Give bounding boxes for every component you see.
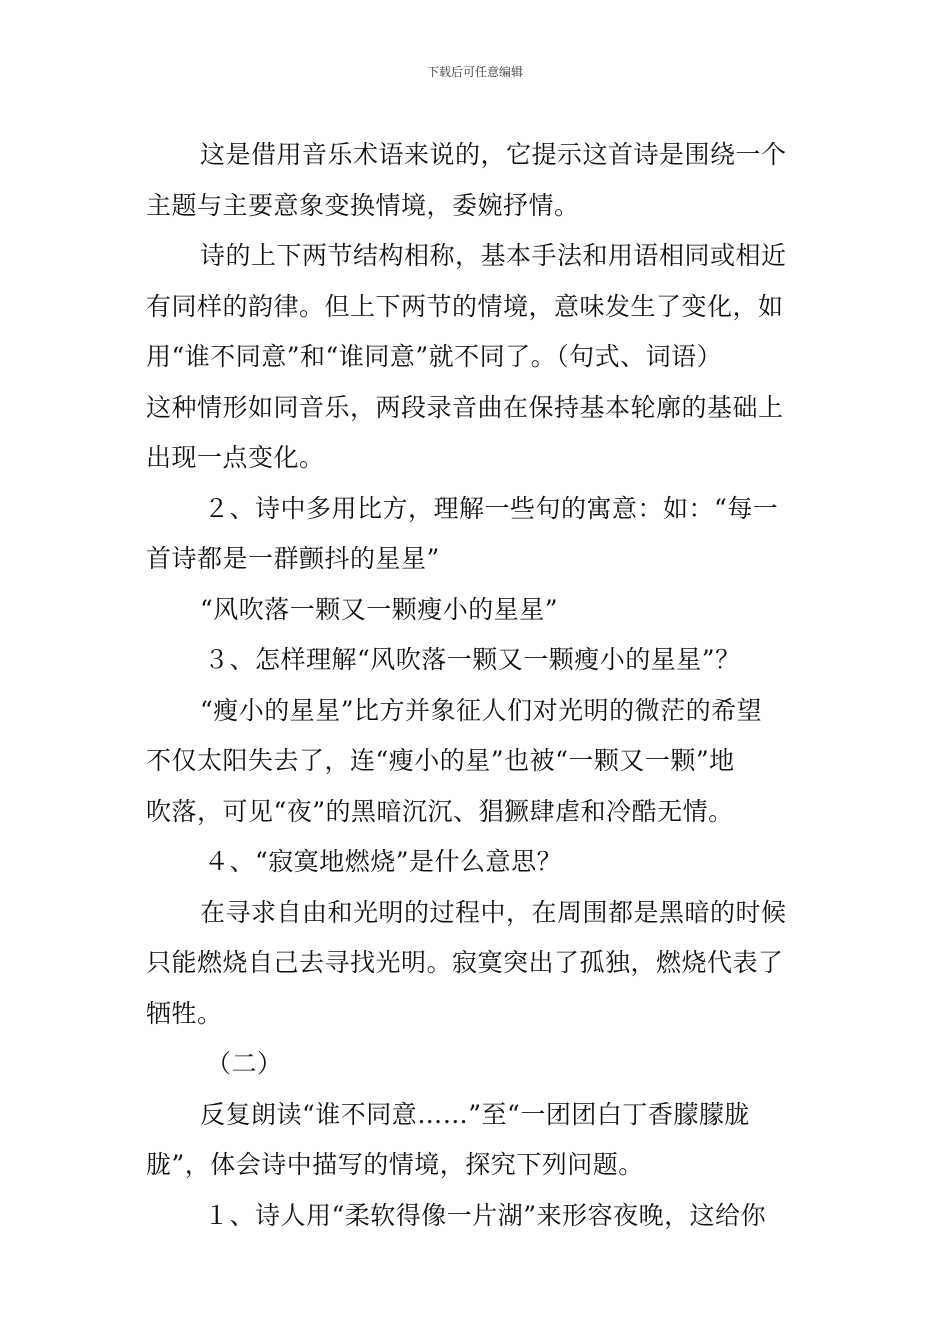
quote-line: “风吹落一颗又一颗瘦小的星星” (200, 594, 559, 624)
paragraph-line: “瘦小的星星”比方并象征人们对光明的微茫的希望 (200, 695, 763, 725)
question-line: ３、怎样理解“风吹落一颗又一颗瘦小的星星”？ (204, 645, 741, 674)
paragraph-line: 在寻求自由和光明的过程中，在周围都是黑暗的时候 (200, 897, 787, 927)
paragraph-line: 首诗都是一群颤抖的星星” (146, 544, 440, 573)
paragraph-line: 用“谁不同意”和“谁同意”就不同了。（句式、词语） (146, 342, 723, 371)
paragraph-line: 反复朗读“谁不同意……”至“一团团白丁香朦朦胧 (200, 1099, 750, 1129)
question-line: ４、“寂寞地燃烧”是什么意思？ (204, 847, 563, 876)
paragraph-line: 胧”，体会诗中描写的情境，探究下列问题。 (146, 1150, 644, 1179)
paragraph-line: 牺牲。 (146, 998, 223, 1028)
question-line: ２、诗中多用比方，理解一些句的寓意：如：“每一 (204, 493, 779, 523)
paragraph-line: 这是借用音乐术语来说的，它提示这首诗是围绕一个 (200, 140, 787, 169)
paragraph-line: 有同样的韵律。但上下两节的情境，意味发生了变化，如 (146, 291, 784, 321)
paragraph-line: 只能燃烧自己去寻找光明。寂寞突出了孤独，燃烧代表了 (146, 948, 784, 977)
paragraph-line: 主题与主要意象变换情境，委婉抒情。 (146, 190, 580, 220)
paragraph-line: 诗的上下两节结构相称，基本手法和用语相同或相近 (200, 241, 787, 270)
paragraph-line: 吹落，可见“夜”的黑暗沉沉、猖獗肆虐和冷酷无情。 (146, 796, 734, 826)
document-body (146, 130, 806, 1241)
section-heading: （二） (206, 1049, 283, 1078)
question-line: １、诗人用“柔软得像一片湖”来形容夜晚，这给你 (204, 1200, 767, 1230)
page-header: 下载后可任意编辑 (426, 65, 523, 79)
paragraph-line: 不仅太阳失去了，连“瘦小的星”也被“一颗又一颗”地 (146, 746, 735, 775)
paragraph-line: 出现一点变化。 (146, 443, 325, 472)
paragraph-line: 这种情形如同音乐，两段录音曲在保持基本轮廓的基础上 (146, 392, 784, 422)
